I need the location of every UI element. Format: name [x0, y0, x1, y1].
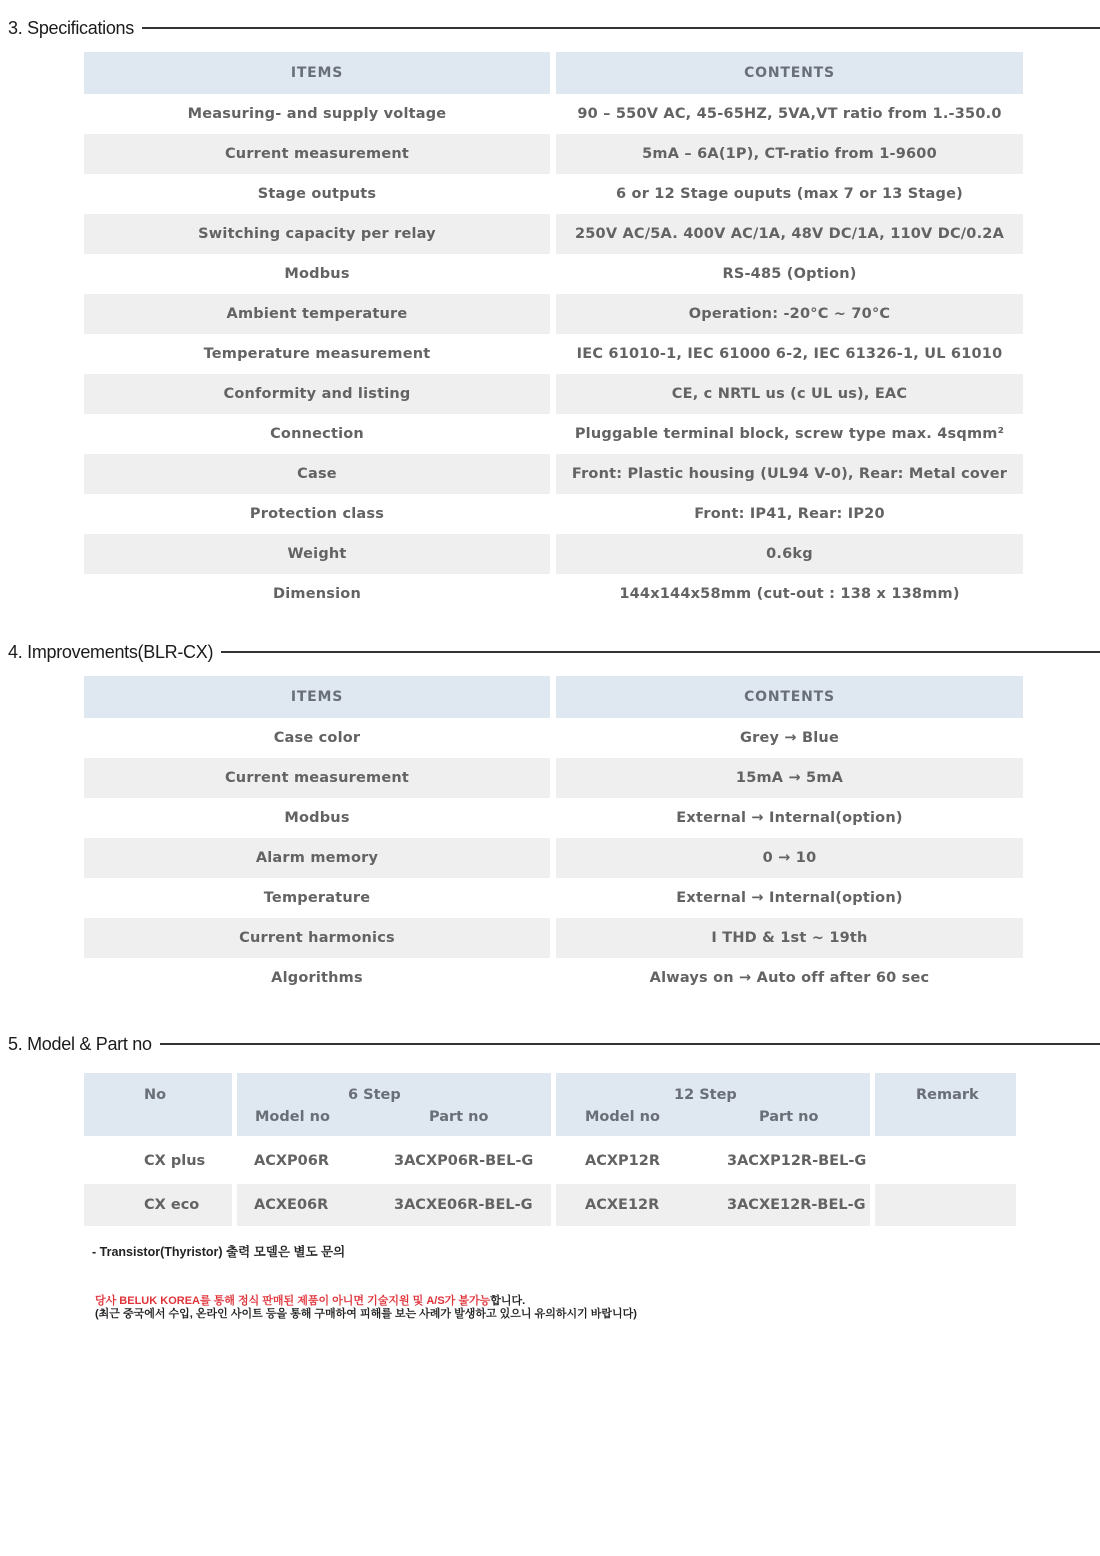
specifications-rows [84, 94, 1023, 614]
row-part-12: 3ACXP12R-BEL-G [727, 1153, 867, 1169]
row-item: Switching capacity per relay [84, 214, 550, 254]
header-part-no: Part no [429, 1109, 489, 1125]
row-6step-cell [237, 1140, 551, 1182]
header-remark-cell [875, 1073, 1016, 1136]
row-item: Current harmonics [84, 918, 550, 958]
specifications-table [84, 52, 1023, 614]
row-remark [875, 1184, 1016, 1226]
row-model-12: ACXP12R [585, 1153, 661, 1169]
row-item: Weight [84, 534, 550, 574]
improvements-table [84, 676, 1023, 998]
table-row [84, 718, 1023, 758]
header-no: No [144, 1087, 167, 1103]
row-item: Conformity and listing [84, 374, 550, 414]
table-row [84, 758, 1023, 798]
row-model-6: ACXP06R [254, 1153, 330, 1169]
table-row [84, 918, 1023, 958]
row-content: CE, c NRTL us (c UL us), EAC [556, 374, 1023, 414]
row-content: External → Internal(option) [676, 810, 903, 826]
row-item: Case color [273, 730, 361, 746]
section-improvements-heading [8, 640, 1100, 664]
header-part-no: Part no [759, 1109, 819, 1125]
warning-note [95, 1295, 525, 1308]
row-item: Current measurement [84, 758, 550, 798]
row-item: Dimension [273, 586, 361, 602]
row-content: 5mA – 6A(1P), CT-ratio from 1-9600 [556, 134, 1023, 174]
row-item: Temperature [263, 890, 371, 906]
table-row [84, 1140, 1016, 1182]
row-item: Temperature measurement [203, 346, 431, 362]
table-row [84, 374, 1023, 414]
row-item: Ambient temperature [84, 294, 550, 334]
model-table [84, 1073, 1016, 1226]
table-row [84, 534, 1023, 574]
header-contents: CONTENTS [556, 52, 1023, 94]
row-content: 0.6kg [556, 534, 1023, 574]
header-12step-cell [556, 1073, 870, 1136]
row-content: External → Internal(option) [676, 890, 903, 906]
row-model-6: ACXE06R [254, 1197, 329, 1213]
table-row [84, 334, 1023, 374]
header-items: ITEMS [84, 676, 550, 718]
table-row [84, 414, 1023, 454]
warning-red-text: 당사 BELUK KOREA를 통해 정식 판매된 제품이 아니면 기술지원 및 A/S가 불가능 [95, 1295, 491, 1307]
row-content: Always on → Auto off after 60 sec [649, 970, 930, 986]
table-row [84, 958, 1023, 998]
section-title: 3. Specifications [8, 17, 134, 38]
row-part-12: 3ACXE12R-BEL-G [727, 1197, 866, 1213]
table-row [84, 214, 1023, 254]
improvements-rows [84, 718, 1023, 998]
header-remark: Remark [916, 1087, 979, 1103]
section-divider [142, 27, 1100, 29]
row-item: Current measurement [84, 134, 550, 174]
header-no-cell [84, 1073, 232, 1136]
section-title: 4. Improvements(BLR-CX) [8, 641, 214, 662]
section-specifications-heading [8, 16, 1100, 40]
row-no: CX eco [84, 1184, 232, 1226]
table-row [84, 254, 1023, 294]
row-content: Pluggable terminal block, screw type max. 4sqmm² [574, 426, 1005, 442]
row-12step-cell [556, 1184, 870, 1226]
row-content: IEC 61010-1, IEC 61000 6-2, IEC 61326-1, UL 61010 [576, 346, 1003, 362]
row-content: 144x144x58mm (cut-out : 138 x 138mm) [619, 586, 960, 602]
section-divider [160, 1043, 1100, 1045]
row-12step-cell [556, 1140, 870, 1182]
row-part-6: 3ACXP06R-BEL-G [394, 1153, 534, 1169]
header-6step: 6 Step [348, 1087, 401, 1103]
row-content: Grey → Blue [740, 730, 839, 746]
row-item: Stage outputs [257, 186, 377, 202]
row-item: Measuring- and supply voltage [187, 106, 447, 122]
row-content: Front: IP41, Rear: IP20 [694, 506, 885, 522]
table-row [84, 454, 1023, 494]
row-item: Protection class [249, 506, 385, 522]
header-contents: CONTENTS [556, 676, 1023, 718]
table-row [84, 798, 1023, 838]
section-models-heading [8, 1032, 1100, 1056]
row-6step-cell [237, 1184, 551, 1226]
table-row [84, 494, 1023, 534]
table-row [84, 574, 1023, 614]
row-item: Alarm memory [84, 838, 550, 878]
row-content: 250V AC/5A. 400V AC/1A, 48V DC/1A, 110V DC/0.2A [556, 214, 1023, 254]
row-item: Algorithms [271, 970, 363, 986]
row-item: Connection [270, 426, 364, 442]
row-no: CX plus [144, 1153, 206, 1169]
section-title: 5. Model & Part no [8, 1033, 152, 1054]
table-row [84, 1184, 1016, 1226]
header-6step-cell [237, 1073, 551, 1136]
row-content: 90 – 550V AC, 45-65HZ, 5VA,VT ratio from 1.-350.0 [577, 106, 1002, 122]
table-row [84, 134, 1023, 174]
header-model-no: Model no [255, 1109, 330, 1125]
row-remark [875, 1140, 1016, 1182]
row-content: Operation: -20°C ~ 70°C [556, 294, 1023, 334]
row-content: I THD & 1st ~ 19th [556, 918, 1023, 958]
warning-black-text: 합니다. [490, 1295, 526, 1307]
row-content: RS-485 (Option) [722, 266, 857, 282]
table-row [84, 878, 1023, 918]
warning-note-line2: (최근 중국에서 수입, 온라인 사이트 등을 통해 구매하여 피해를 보는 사례가 발생하고 있으니 유의하시기 바랍니다) [95, 1308, 637, 1320]
table-header-row [84, 676, 1023, 718]
header-items: ITEMS [84, 52, 550, 94]
row-content: 6 or 12 Stage ouputs (max 7 or 13 Stage) [616, 186, 963, 202]
table-row [84, 94, 1023, 134]
table-row [84, 174, 1023, 214]
row-part-6: 3ACXE06R-BEL-G [394, 1197, 533, 1213]
table-row [84, 838, 1023, 878]
row-item: Modbus [284, 266, 350, 282]
transistor-note: - Transistor(Thyristor) 출력 모델은 별도 문의 [92, 1245, 346, 1259]
row-content: Front: Plastic housing (UL94 V-0), Rear: Metal cover [556, 454, 1023, 494]
header-model-no: Model no [585, 1109, 660, 1125]
row-content: 0 → 10 [556, 838, 1023, 878]
table-row [84, 294, 1023, 334]
row-item: Case [84, 454, 550, 494]
table-header-row [84, 52, 1023, 94]
row-model-12: ACXE12R [585, 1197, 660, 1213]
model-table-header [84, 1073, 1016, 1136]
header-12step: 12 Step [674, 1087, 737, 1103]
row-content: 15mA → 5mA [556, 758, 1023, 798]
section-divider [221, 651, 1100, 653]
row-item: Modbus [284, 810, 350, 826]
